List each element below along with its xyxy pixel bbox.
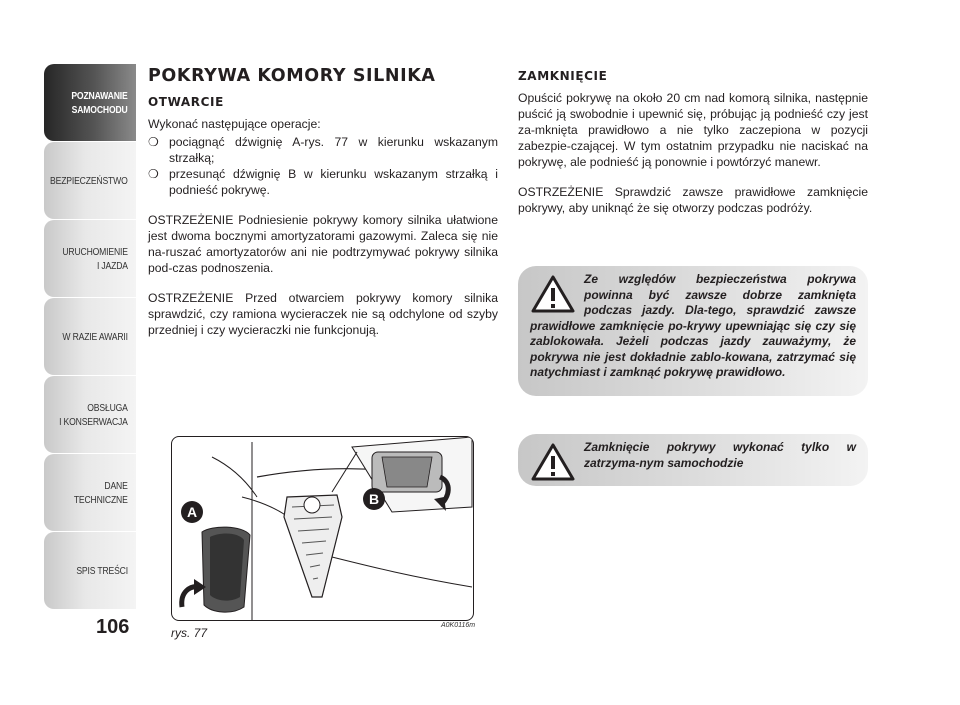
bullet-circle-icon: ❍: [148, 135, 159, 149]
warning-text: Ze względów bezpieczeństwa pokrywa powinna być zawsze dobrze zamknięta podczas jazdy. Dla-tego, sprawdzić zawsze prawidłowe zamknięcie po-krywy upewniając się czy się zablokowała. Jeżeli podczas jazdy zauważymy, że pokrywa nie jest dokładnie zablo-kowana, zatrzymać się natychmiast i zamknąć pokrywę prawidłowo.: [530, 272, 856, 379]
warning-triangle-icon: [530, 274, 576, 314]
tab-obsluga-i-konserwacja[interactable]: [44, 376, 136, 453]
list-item-text: pociągnąć dźwignię A-rys. 77 w kierunku wskazanym strzałką;: [169, 135, 498, 165]
figure-code: A0K0116m: [441, 622, 476, 629]
paragraph: OSTRZEŻENIE Podniesienie pokrywy komory silnika ułatwione jest dwoma bocznymi amortyzatorami gazowymi. Zaleca się nie na-ruszać amortyzatorów ani nie podtrzymywać pokrywy silnika pod-czas podnoszenia.: [148, 213, 498, 275]
figure-hood-release: [171, 436, 474, 621]
label-a: A: [186, 504, 198, 520]
tab-uruchomienie-i-jazda[interactable]: [44, 220, 136, 297]
page-number: 106: [96, 616, 130, 638]
steps-list: [148, 134, 498, 198]
tab-label: URUCHOMIENIE I JAZDA: [62, 245, 128, 272]
paragraph: OSTRZEŻENIE Sprawdzić zawsze prawidłowe zamknięcie pokrywy, aby uniknąć że się otworzy podczas podróży.: [518, 185, 868, 215]
label-b: B: [368, 491, 380, 507]
tab-label: SPIS TREŚCI: [76, 564, 128, 577]
warning-box: [518, 266, 868, 396]
hood-release-illustration: [172, 437, 474, 621]
left-column: [148, 68, 498, 352]
tab-bezpieczenstwo[interactable]: [44, 142, 136, 219]
list-item-text: przesunąć dźwignię B w kierunku wskazanym strzałką i podnieść pokrywę.: [169, 167, 498, 197]
tab-label: OBSŁUGA I KONSERWACJA: [59, 401, 128, 428]
paragraph: OSTRZEŻENIE Przed otwarciem pokrywy komory silnika sprawdzić, czy ramiona wycieraczek nie są odchylone od szyby przedniej i czy wycieraczki nie funkcjonują.: [148, 291, 498, 337]
intro-text: Wykonać następujące operacje:: [148, 117, 321, 131]
section-tabs: [44, 64, 136, 610]
section-heading-closing: ZAMKNIĘCIE: [518, 69, 608, 83]
tab-label: POZNAWANIE SAMOCHODU: [71, 89, 128, 116]
list-item: [148, 166, 498, 198]
tab-spis-tresci[interactable]: [44, 532, 136, 609]
tab-label: BEZPIECZEŃSTWO: [50, 174, 128, 187]
right-column: [518, 68, 868, 230]
list-item: [148, 134, 498, 166]
warning-triangle-icon: [530, 442, 576, 482]
section-heading-opening: OTWARCIE: [148, 95, 224, 109]
warning-text: Zamknięcie pokrywy wykonać tylko w zatrzyma-nym samochodzie: [584, 440, 856, 470]
tab-label: W RAZIE AWARII: [62, 330, 128, 343]
tab-dane-techniczne[interactable]: [44, 454, 136, 531]
page-title: POKRYWA KOMORY SILNIKA: [148, 66, 436, 86]
warning-box: [518, 434, 868, 486]
tab-w-razie-awarii[interactable]: [44, 298, 136, 375]
figure-caption: rys. 77: [171, 626, 208, 640]
tab-poznawanie-samochodu[interactable]: [44, 64, 136, 141]
paragraph: Opuścić pokrywę na około 20 cm nad komorą silnika, następnie puścić ją swobodnie i upewnić się, próbując ją podnieść czy jest za-mknięta prawidłowo a nie tylko zaczepiona w pozycji zabezpie-czającej. W tym ostatnim przypadku nie naciskać na pokrywę, ale podnieść ją ponownie i powtórzyć manewr.: [518, 91, 868, 169]
bullet-circle-icon: ❍: [148, 167, 159, 181]
tab-label: DANE TECHNICZNE: [74, 479, 128, 506]
